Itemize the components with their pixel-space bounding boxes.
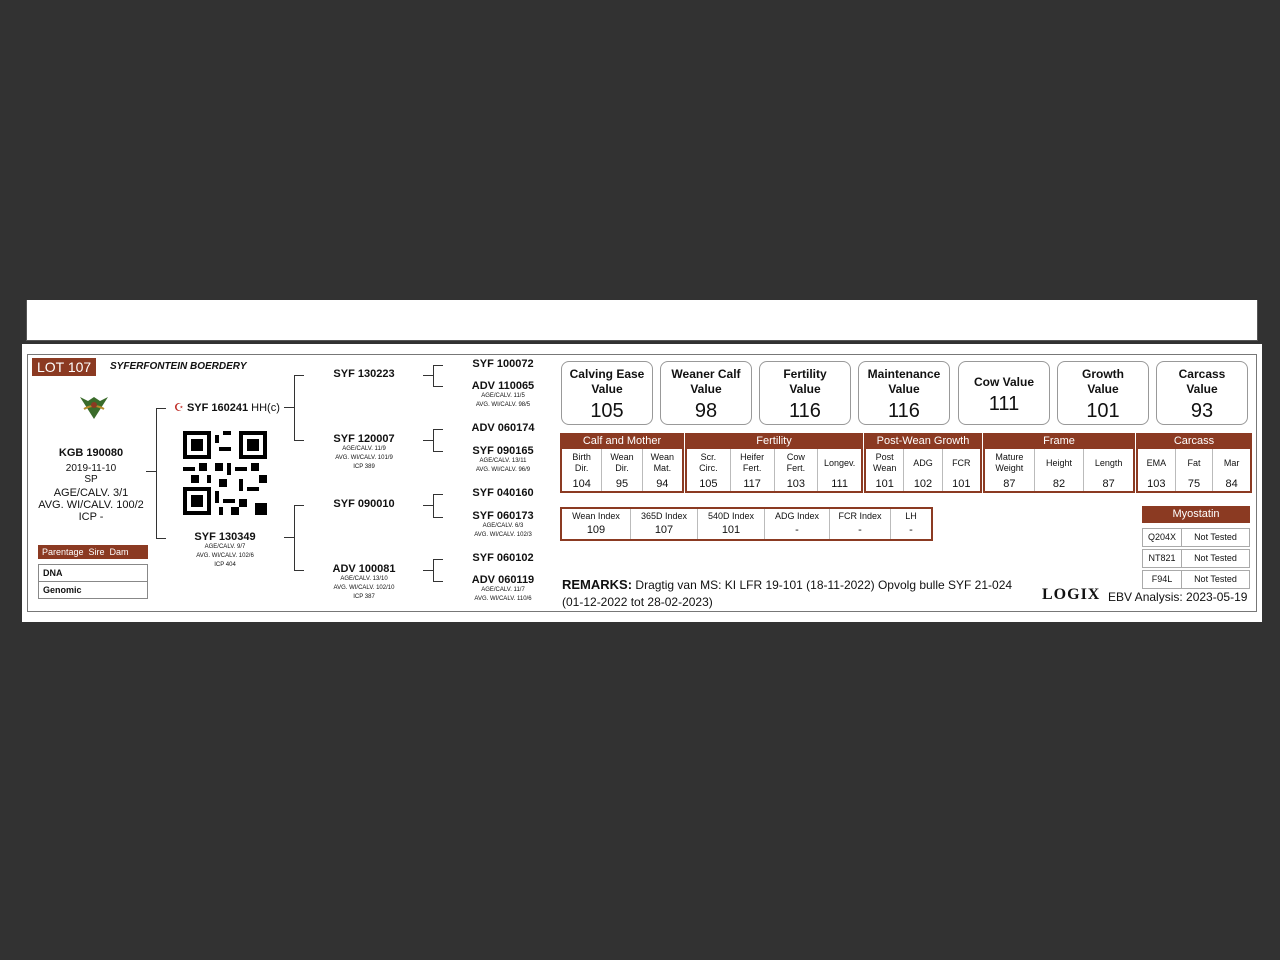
gen3-sdd — [458, 445, 548, 475]
myostatin-title: Myostatin — [1142, 506, 1250, 523]
gen3-dsd-id: SYF 060173 — [472, 510, 534, 522]
index-wean: Wean Index 109 — [562, 509, 631, 539]
gen3-ssd-avg-wi: AVG. WI/CALV. 98/5 — [475, 402, 531, 408]
gen3-ddd-avg-wi: AVG. WI/CALV. 110/6 — [474, 596, 532, 602]
animal-type: SP — [84, 474, 98, 485]
cow-value — [958, 361, 1050, 425]
sire-dam-avg-wi: AVG. WI/CALV. 101/9 — [335, 455, 393, 461]
breeder-name: SYFERFONTEIN BOERDERY — [110, 361, 247, 372]
ebv-heifer-fert: Heifer Fert. 117 — [731, 449, 775, 491]
gen3-dds — [458, 552, 548, 564]
carcass-label-2: Value — [1186, 382, 1218, 396]
carcass-value — [1156, 361, 1248, 425]
fertility-number: 116 — [789, 400, 821, 422]
gen3-ddd — [458, 574, 548, 604]
weaner-calf-number: 98 — [694, 400, 718, 422]
parentage-row-dna: DNA — [38, 564, 148, 582]
dam-dam-age-calv: AGE/CALV. 13/10 — [340, 576, 388, 582]
gen3-sss-id: SYF 100072 — [472, 358, 534, 370]
growth-number: 101 — [1086, 400, 1120, 422]
myostatin-row: NT821 Not Tested — [1142, 549, 1250, 568]
sire-suffix: HH(c) — [251, 402, 280, 414]
calving-ease-label-2: Value — [591, 382, 623, 396]
group-fertility-title: Fertility — [685, 433, 863, 449]
ebv-cow-fert: Cow Fert. 103 — [775, 449, 819, 491]
group-frame-title: Frame — [983, 433, 1135, 449]
growth-label-2: Value — [1087, 382, 1119, 396]
group-frame — [983, 433, 1135, 495]
maintenance-number: 116 — [888, 400, 920, 422]
ebv-mature-weight: Mature Weight 87 — [985, 449, 1035, 491]
gen3-sdd-age-calv: AGE/CALV. 13/11 — [479, 458, 527, 464]
gen3-dss-id: SYF 040160 — [472, 487, 534, 499]
ebv-longev: Longev. 111 — [823, 457, 856, 490]
remarks — [562, 576, 1032, 611]
previous-lot-card — [26, 300, 1258, 341]
ebv-birth-dir: Birth Dir. 104 — [562, 449, 602, 491]
maintenance-label: Maintenance — [867, 367, 941, 381]
group-calf-title: Calf and Mother — [560, 433, 684, 449]
dam-avg-wi: AVG. WI/CALV. 102/6 — [196, 553, 254, 559]
cow-value-label: Cow Value — [973, 375, 1035, 389]
dam-sire-id: SYF 090010 — [333, 498, 395, 510]
fertility-label-2: Value — [789, 382, 821, 396]
red-swirl-icon: ☪ — [174, 402, 184, 414]
weaner-calf-label: Weaner Calf — [671, 367, 741, 381]
carcass-label: Carcass — [1178, 367, 1226, 381]
fertility-value — [759, 361, 851, 425]
parentage-header: Parentage Sire Dam — [38, 545, 148, 559]
group-post-wean-growth — [864, 433, 982, 495]
animal-dob: 2019-11-10 — [65, 463, 117, 474]
ebv-fat: Fat 75 — [1176, 449, 1214, 491]
ebv-scr-circ: Scr. Circ. 105 — [687, 449, 731, 491]
ebv-height: Height 82 — [1035, 449, 1085, 491]
carcass-number: 93 — [1190, 400, 1214, 422]
gen3-sds — [458, 422, 548, 434]
breeder-logo-icon — [76, 395, 112, 421]
sire — [174, 401, 280, 414]
gen3-dsd — [458, 510, 548, 540]
dam-dam — [318, 563, 410, 602]
ebv-wean-dir: Wean Dir. 95 — [602, 449, 642, 491]
gen3-sdd-id: SYF 090165 — [472, 445, 534, 457]
gen3-sds-id: ADV 060174 — [471, 422, 535, 434]
lot-number: LOT 107 — [32, 358, 96, 376]
ebv-length: Length 87 — [1094, 457, 1123, 490]
group-carcass-title: Carcass — [1136, 433, 1252, 449]
gen3-ssd — [458, 380, 548, 410]
calving-ease-label: Calving Ease — [569, 367, 645, 381]
gen3-ssd-id: ADV 110065 — [471, 380, 535, 392]
sire-dam-id: SYF 120007 — [333, 433, 395, 445]
gen3-sdd-avg-wi: AVG. WI/CALV. 96/9 — [475, 467, 531, 473]
group-calf-and-mother — [560, 433, 684, 495]
animal-id: KGB 190080 — [58, 447, 124, 459]
ebv-analysis-date: EBV Analysis: 2023-05-19 — [1108, 590, 1248, 604]
animal-avg-wi: AVG. WI/CALV. 100/2 — [38, 499, 144, 511]
ebv-mar: Mar 84 — [1223, 457, 1240, 490]
logix-logo: LOGIX — [1042, 586, 1101, 603]
fertility-label: Fertility — [783, 367, 827, 381]
remarks-text: Dragtig van MS: KI LFR 19-101 (18-11-2022) Opvolg bulle SYF 21-024 (01-12-2022 tot 28-02-2023) — [562, 578, 1013, 609]
myostatin-row: F94L Not Tested — [1142, 570, 1250, 589]
ebv-ema: EMA 103 — [1138, 449, 1176, 491]
gen3-dsd-avg-wi: AVG. WI/CALV. 102/3 — [474, 532, 532, 538]
dam-dam-icp: ICP 387 — [353, 594, 375, 600]
dam-dam-avg-wi: AVG. WI/CALV. 102/10 — [333, 585, 395, 591]
sire-dam-age-calv: AGE/CALV. 11/9 — [342, 446, 386, 452]
gen3-ssd-age-calv: AGE/CALV. 11/5 — [481, 393, 525, 399]
dam-id: SYF 130349 — [194, 531, 256, 543]
index-adg: ADG Index - — [765, 509, 830, 539]
myostatin-row: Q204X Not Tested — [1142, 528, 1250, 547]
gen3-ddd-id: ADV 060119 — [471, 574, 535, 586]
gen3-sss — [458, 358, 548, 370]
weaner-calf-value — [660, 361, 752, 425]
group-pwg-title: Post-Wean Growth — [864, 433, 982, 449]
sire-sire-id: SYF 130223 — [333, 368, 395, 380]
ebv-wean-mat: Wean Mat. 94 — [650, 452, 674, 490]
growth-value — [1057, 361, 1149, 425]
sire-sire — [318, 368, 410, 380]
dam-dam-id: ADV 100081 — [332, 563, 396, 575]
calving-ease-value — [561, 361, 653, 425]
dam-icp: ICP 404 — [214, 562, 236, 568]
calving-ease-number: 105 — [590, 400, 624, 422]
sire-dam-icp: ICP 389 — [353, 464, 375, 470]
dam-sire — [318, 498, 410, 510]
sire-id: SYF 160241 — [186, 402, 249, 414]
parentage-row-genomic: Genomic — [38, 582, 148, 599]
index-fcr: FCR Index - — [830, 509, 891, 539]
group-fertility — [685, 433, 863, 495]
gen3-dss — [458, 487, 548, 499]
dam-age-calv: AGE/CALV. 9/7 — [204, 544, 246, 550]
ebv-fcr: FCR 101 — [952, 457, 971, 490]
lot-card-border — [27, 354, 1257, 612]
index-lh: LH - — [905, 511, 917, 536]
remarks-label: REMARKS: — [562, 577, 633, 592]
dam — [180, 531, 270, 570]
parentage-table — [38, 545, 148, 599]
qr-code-icon — [183, 431, 267, 515]
index-365d: 365D Index 107 — [631, 509, 698, 539]
maintenance-label-2: Value — [888, 382, 920, 396]
group-carcass — [1136, 433, 1252, 495]
ebv-post-wean: Post Wean 101 — [866, 449, 904, 491]
index-table — [560, 507, 933, 541]
myostatin-table — [1142, 506, 1250, 589]
animal-icp: ICP - — [78, 511, 104, 523]
index-540d: 540D Index 101 — [698, 509, 765, 539]
lot-card — [22, 344, 1262, 622]
maintenance-value — [858, 361, 950, 425]
gen3-ddd-age-calv: AGE/CALV. 11/7 — [481, 587, 525, 593]
animal-age-calv: AGE/CALV. 3/1 — [53, 487, 129, 499]
cow-value-number: 111 — [988, 393, 1020, 415]
sire-dam — [318, 433, 410, 472]
gen3-dds-id: SYF 060102 — [472, 552, 534, 564]
gen3-dsd-age-calv: AGE/CALV. 6/3 — [482, 523, 524, 529]
ebv-adg: ADG 102 — [904, 449, 942, 491]
growth-label: Growth — [1082, 367, 1124, 381]
animal-info — [36, 447, 146, 523]
weaner-calf-label-2: Value — [690, 382, 722, 396]
